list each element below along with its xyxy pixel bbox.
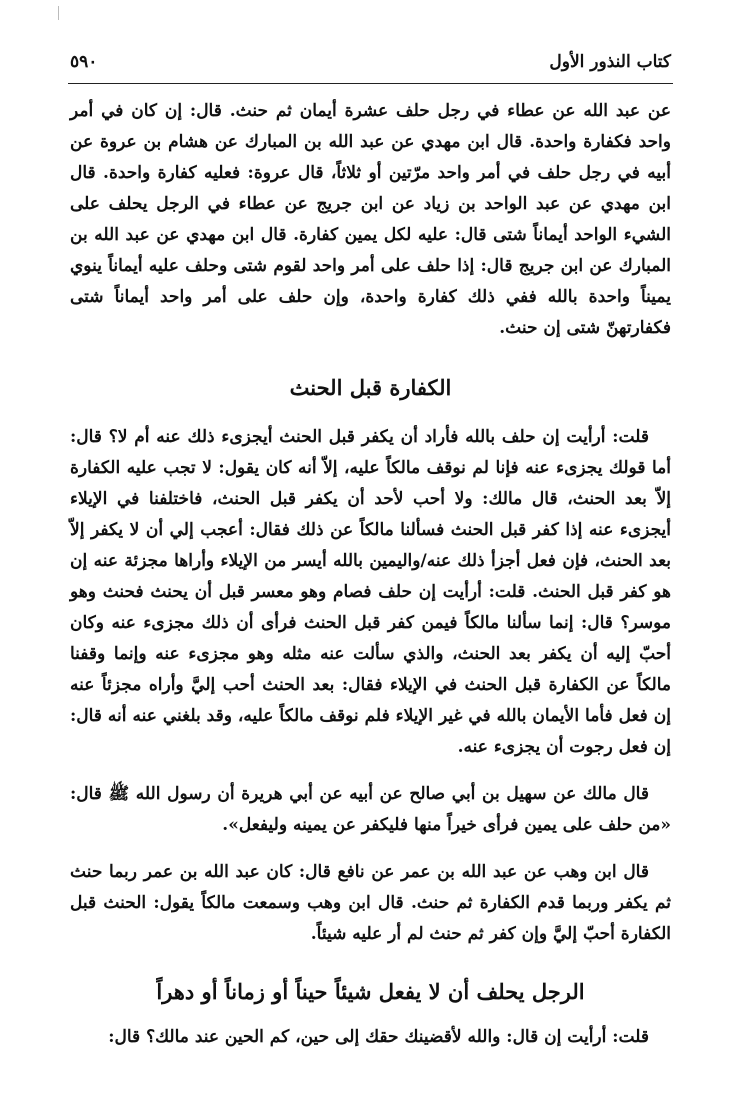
page-number: ٥٩٠ [70, 52, 98, 72]
section-heading: الكفارة قبل الحنث [289, 375, 452, 400]
paragraph: قال مالك عن سهيل بن أبي صالح عن أبيه عن أبي هريرة أن رسول الله ﷺ قال: «من حلف على يمين فرأى خيراً منها فليكفر عن يمينه وليفعل». [70, 784, 671, 835]
paragraph: قال ابن وهب عن عبد الله بن عمر عن نافع قال: كان عبد الله بن عمر ربما حنث ثم يكفر وربما قدم الكفارة ثم حنث. قال ابن وهب وسمعت مالكاً يقول: الحنث قبل الكفارة أحبّ إليَّ وإن كفر ثم حنث لم أر عليه شيئاً. [70, 862, 671, 944]
margin-mark [58, 6, 59, 20]
running-header [70, 52, 671, 80]
paragraph: عن عبد الله عن عطاء في رجل حلف عشرة أيمان ثم حنث. قال: إن كان في أمر واحد فكفارة واحدة. قال ابن مهدي عن عبد الله بن المبارك عن هشام بن عروة عن أبيه في رجل حلف في أمر واحد مرّتين أو ثلاثاً، قال عروة: فعليه كفارة واحدة. قال ابن مهدي عن عبد الواحد بن زياد عن ابن جريج عن عطاء في الرجل يحلف على الشيء الواحد أيماناً شتى قال: عليه لكل يمين كفارة. قال ابن مهدي عن عبد الله بن المبارك عن ابن جريج قال: إذا حلف على أمر واحد لقوم شتى وحلف عليه أيماناً ينوي يميناً واحدة بالله ففي ذلك كفارة واحدة، وإن حلف على أمر واحد أيماناً شتى فكفارتهنّ شتى إن حنث. [70, 101, 671, 338]
book-title: كتاب النذور الأول [549, 52, 671, 72]
section-heading: الرجل يحلف أن لا يفعل شيئاً حيناً أو زماناً أو دهراً [156, 979, 585, 1004]
paragraph: قلت: أرأيت إن قال: والله لأقضينك حقك إلى حين، كم الحين عند مالك؟ قال: [108, 1027, 649, 1047]
page-body [70, 96, 671, 1069]
paragraph: قلت: أرأيت إن حلف بالله فأراد أن يكفر قبل الحنث أيجزىء ذلك عنه أم لا؟ قال: أما قولك يجزىء عنه فإنا لم نوقف مالكاً عليه، إلاّ أنه كان يقول: لا تجب عليه الكفارة إلاّ بعد الحنث، قال مالك: ولا أحب لأحد أن يكفر قبل الحنث، فاختلفنا في الإيلاء أيجزىء عنه إذا كفر قبل الحنث فسألنا مالكاً عن ذلك فقال: أعجب إلي أن لا يكفر إلاّ بعد الحنث، فإن فعل أجزأ ذلك عنه/واليمين بالله أيسر من الإيلاء وأراها مجزئة عنه إن هو كفر قبل الحنث. قلت: أرأيت إن حلف فصام وهو معسر قبل أن يحنث فحنث وهو موسر؟ قال: إنما سألنا مالكاً فيمن كفر قبل الحنث فرأى أن ذلك مجزىء عنه وكان أحبّ إليه أن يكفر بعد الحنث، والذي سألت عنه مثله وهو مجزىء عنه وإنما وقفنا مالكاً عن الكفارة قبل الحنث في الإيلاء فقال: بعد الحنث أحب إليَّ وأراه مجزئاً عنه إن فعل فأما الأيمان بالله في غير الإيلاء فلم نوقف مالكاً عليه، وقد بلغني عنه أنه قال: إن فعل رجوت أن يجزىء عنه. [70, 427, 671, 757]
header-rule [68, 83, 673, 84]
